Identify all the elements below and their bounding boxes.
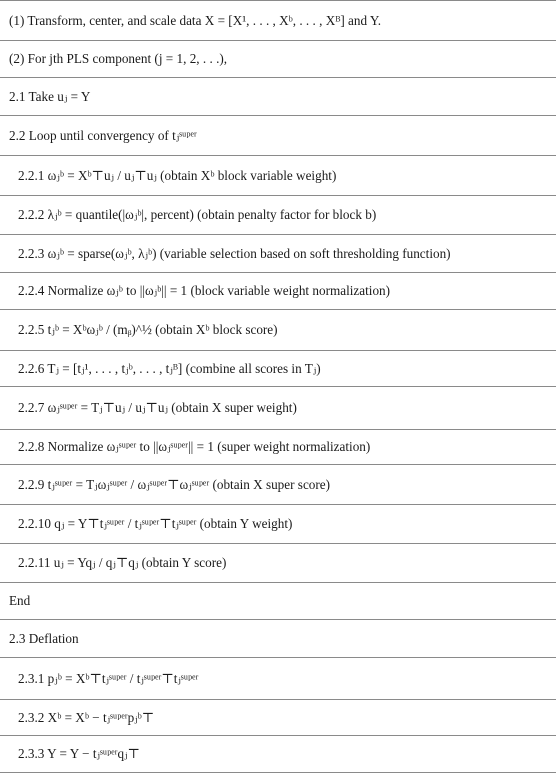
step-text: (2) For jth PLS component (j = 1, 2, . . .), <box>9 51 228 67</box>
table-row <box>0 116 556 156</box>
step-text: 2.3.2 Xᵇ = Xᵇ − tⱼˢᵘᵖᵉʳpⱼᵇ⊤ <box>18 709 155 725</box>
step-cell <box>0 620 556 658</box>
step-text: End <box>9 593 31 609</box>
step-cell <box>0 310 556 351</box>
table-row <box>0 505 556 544</box>
step-cell <box>0 351 556 387</box>
step-text: 2.2.6 Tⱼ = [tⱼ¹, . . . , tⱼᵇ, . . . , tⱼᴮ] (combine all scores in Tⱼ) <box>18 360 321 376</box>
step-cell <box>0 387 556 430</box>
step-text: 2.2 Loop until convergency of tⱼˢᵘᵖᵉʳ <box>9 127 197 143</box>
step-text: 2.2.1 ωⱼᵇ = Xᵇ⊤uⱼ / uⱼ⊤uⱼ (obtain Xᵇ block variable weight) <box>18 167 337 183</box>
step-text: 2.2.10 qⱼ = Y⊤tⱼˢᵘᵖᵉʳ / tⱼˢᵘᵖᵉʳ⊤tⱼˢᵘᵖᵉʳ (obtain Y weight) <box>18 516 293 532</box>
step-cell <box>0 465 556 505</box>
step-text: (1) Transform, center, and scale data X = [X¹, . . . , Xᵇ, . . . , Xᴮ] and Y. <box>9 12 381 28</box>
step-text: 2.3 Deflation <box>9 630 79 646</box>
table-row <box>0 430 556 465</box>
table-row <box>0 387 556 430</box>
step-cell <box>0 41 556 78</box>
step-cell <box>0 1 556 41</box>
step-text: 2.3.1 pⱼᵇ = Xᵇ⊤tⱼˢᵘᵖᵉʳ / tⱼˢᵘᵖᵉʳ⊤tⱼˢᵘᵖᵉʳ <box>18 670 199 686</box>
step-cell <box>0 505 556 544</box>
step-cell <box>0 196 556 235</box>
step-text: 2.2.11 uⱼ = Yqⱼ / qⱼ⊤qⱼ (obtain Y score) <box>18 555 227 571</box>
table-row <box>0 78 556 116</box>
table-row <box>0 736 556 773</box>
step-cell <box>0 700 556 736</box>
step-text: 2.2.7 ωⱼˢᵘᵖᵉʳ = Tⱼ⊤uⱼ / uⱼ⊤uⱼ (obtain X super weight) <box>18 400 297 416</box>
step-text: 2.2.8 Normalize ωⱼˢᵘᵖᵉʳ to ||ωⱼˢᵘᵖᵉʳ|| = 1 (super weight normalization) <box>18 439 371 455</box>
step-cell <box>0 273 556 310</box>
table-row <box>0 310 556 351</box>
step-text: 2.2.4 Normalize ωⱼᵇ to ||ωⱼᵇ|| = 1 (block variable weight normalization) <box>18 283 391 299</box>
table-row <box>0 465 556 505</box>
table-row <box>0 583 556 620</box>
table-row <box>0 351 556 387</box>
table-row <box>0 658 556 700</box>
step-cell <box>0 235 556 273</box>
step-text: 2.2.3 ωⱼᵇ = sparse(ωⱼᵇ, λⱼᵇ) (variable selection based on soft thresholding function) <box>18 245 451 261</box>
step-text: 2.2.9 tⱼˢᵘᵖᵉʳ = Tⱼωⱼˢᵘᵖᵉʳ / ωⱼˢᵘᵖᵉʳ⊤ωⱼˢᵘᵖᵉʳ (obtain X super score) <box>18 476 331 492</box>
step-text: 2.2.5 tⱼᵇ = Xᵇωⱼᵇ / (mᵦ)^½ (obtain Xᵇ block score) <box>18 322 278 338</box>
step-cell <box>0 116 556 156</box>
step-cell <box>0 544 556 583</box>
step-cell <box>0 736 556 773</box>
table-row <box>0 273 556 310</box>
table-row <box>0 700 556 736</box>
table-row <box>0 156 556 196</box>
table-row <box>0 41 556 78</box>
table-row <box>0 620 556 658</box>
table-row <box>0 196 556 235</box>
step-cell <box>0 583 556 620</box>
step-text: 2.2.2 λⱼᵇ = quantile(|ωⱼᵇ|, percent) (obtain penalty factor for block b) <box>18 207 377 223</box>
table-row <box>0 235 556 273</box>
step-cell <box>0 430 556 465</box>
table-row <box>0 544 556 583</box>
step-text: 2.1 Take uⱼ = Y <box>9 88 91 104</box>
step-cell <box>0 156 556 196</box>
table-row <box>0 1 556 41</box>
step-text: 2.3.3 Y = Y − tⱼˢᵘᵖᵉʳqⱼ⊤ <box>18 746 140 762</box>
step-cell <box>0 658 556 700</box>
step-cell <box>0 78 556 116</box>
